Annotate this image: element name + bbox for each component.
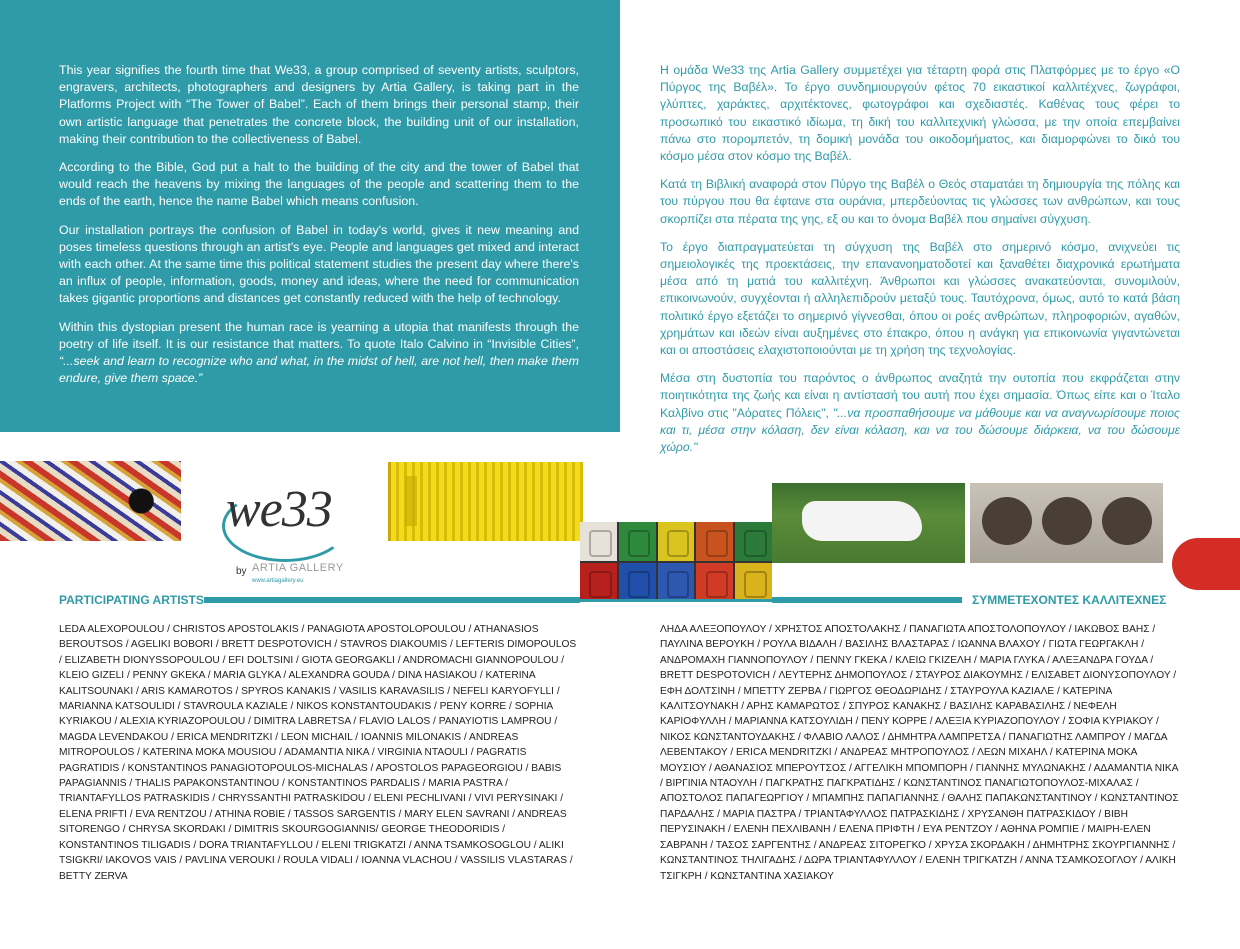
gr-last-paragraph: Μέσα στη δυστοπία του παρόντος ο άνθρωπος αναζητά την ουτοπία που εκφράζεται στην ποιητικότητα της ζωής και είναι η αντίστασή του αυτή που έχει σημασία. Όπως είπε και ο Ίταλο Καλβίνο στις "Αόρατες Πόλεις",	[660, 371, 1180, 420]
en-paragraph-1: This year signifies the fourth time that We33, a group comprised of seventy artists, sculptors, engravers, architects, photographers and designers by Artia Gallery, is taking part in the Platforms Project with “The Tower of Babel”. Each of them brings their personal stamp, their own artistic language that penetrates the concrete block, the building unit of our installation, making their contribution to the collectiveness of Babel.	[59, 63, 579, 146]
concrete-tile	[580, 522, 617, 561]
concrete-tile	[696, 563, 733, 602]
divider-bar-middle	[580, 599, 772, 602]
english-text	[59, 62, 579, 398]
gr-paragraph-1: Η ομάδα We33 της Artia Gallery συμμετέχει για τέταρτη φορά στις Πλατφόρμες με το έργο «Ο Πύργος της Βαβέλ». Το έργο συνδημιουργούν φέτος 70 εικαστικοί καλλιτέχνες, ζωγράφοι, γλύπτες, χαράκτες, αρχιτέκτονες, φωτογράφοι και σχεδιαστές. Καθένας τους φέρει το προσωπικό του εικαστικό ιδίωμα, τη δική του καλλιτεχνική γλώσσα, με την οποία επεμβαίνει πάνω στο πορομπετόν, τη δομική μονάδα του οικοδομήματος, και διαμορφώνει το δικό του κόσμο μέσα στον κόσμο της Βαβέλ.	[660, 63, 1180, 164]
concrete-tile	[696, 522, 733, 561]
divider-bar-left	[204, 597, 580, 603]
we33-logo	[222, 478, 372, 588]
en-quote: “...seek and learn to recognize who and what, in the midst of hell, are not hell, then make them endure, give them space.”	[59, 354, 579, 386]
red-sculpture-image	[1172, 538, 1240, 590]
logo-url: www.artiagallery.eu	[252, 578, 304, 584]
logo-by: by	[236, 566, 247, 577]
white-sculpture-image	[772, 483, 965, 563]
en-paragraph-3: Our installation portrays the confusion of Babel in today's world, gives it new meaning and poses timeless questions through an artist's eye. People and languages get mixed and interact with each other. At the same time this political statement studies the present day where there's an influx of people, information, goods, money and ideas, where the need for communication takes gigantic proportions and distances get constantly reduced with the help of technology.	[59, 222, 579, 306]
figures-in-concrete-image	[970, 483, 1163, 563]
participating-artists-heading-greek: ΣΥΜΜΕΤΕΧΟΝΤΕΣ ΚΑΛΛΙΤΕΧΝΕΣ	[972, 593, 1167, 607]
participating-artists-heading: PARTICIPATING ARTISTS	[59, 593, 204, 607]
concrete-tile	[658, 563, 695, 602]
greek-text	[660, 62, 1180, 467]
gr-paragraph-2: Κατά τη Βιβλική αναφορά στον Πύργο της Βαβέλ ο Θεός σταματάει τη δημιουργία της πόλης και του πύργου που θα έφτανε στα ουράνια, μπερδεύοντας τις γλώσσες των ανθρώπων, και τους σκορπίζει στα πέρατα της γης, εξ ου και το όνομα Βαβέλ που σημαίνει σύγχυση.	[660, 177, 1180, 226]
artists-list-greek: ΛΗΔΑ ΑΛΕΞΟΠΟΥΛΟΥ / ΧΡΗΣΤΟΣ ΑΠΟΣΤΟΛΑΚΗΣ / ΠΑΝΑΓΙΩΤΑ ΑΠΟΣΤΟΛΟΠΟΥΛΟΥ / ΙΑΚΩΒΟΣ ΒΑΗΣ / ΠΑΥΛΙΝΑ ΒΕΡΟΥΚΗ / ΡΟΥΛΑ ΒΙΔΑΛΗ / ΒΑΣΙΛΗΣ ΒΛΑΣΤΑΡΑΣ / ΙΩΑΝΝΑ ΒΛΑΧΟΥ / ΓΙΩΤΑ ΓΕΩΡΓΑΚΛΗ / ΑΝΔΡΟΜΑΧΗ ΓΙΑΝΝΟΠΟΥΛΟΥ / ΠΕΝΝΥ ΓΚΕΚΑ / ΚΛΕΙΩ ΓΚΙΖΕΛΗ / ΜΑΡΙΑ ΓΛΥΚΑ / ΑΛΕΞΑΝΔΡΑ ΓΟΥΔΑ / BRETT DESPOTOVICH / ΛΕΥΤΕΡΗΣ ΔΗΜΟΠΟΥΛΟΣ / ΣΤΑΥΡΟΣ ΔΙΑΚΟΥΜΗΣ / ΕΛΙΣΑΒΕΤ ΔΙΟΝΥΣΟΠΟΥΛΟΥ / ΕΦΗ ΔΟΛΤΣΙΝΗ / ΜΠΕΤΤΥ ΖΕΡΒΑ / ΓΙΩΡΓΟΣ ΘΕΟΔΩΡΙΔΗΣ / ΣΤΑΥΡΟΥΛΑ ΚΑΖΙΑΛΕ / ΚΑΤΕΡΙΝΑ ΚΑΛΙΤΣΟΥΝΑΚΗ / ΑΡΗΣ ΚΑΜΑΡΩΤΟΣ / ΣΠΥΡΟΣ ΚΑΝΑΚΗΣ / ΒΑΣΙΛΗΣ ΚΑΡΑΒΑΣΙΛΗΣ / ΝΕΦΕΛΗ ΚΑΡΙΟΦΥΛΛΗ / ΜΑΡΙΑΝΝΑ ΚΑΤΣΟΥΛΙΔΗ / ΠΕΝΥ ΚΟΡΡΕ / ΑΛΕΞΙΑ ΚΥΡΙΑΖΟΠΟΥΛΟΥ / ΣΟΦΙΑ ΚΥΡΙΑΚΟΥ / ΝΙΚΟΣ ΚΩΝΣΤΑΝΤΟΥΔΑΚΗΣ / ΦΛΑΒΙΟ ΛΑΛΟΣ / ΔΗΜΗΤΡΑ ΛΑΜΠΡΕΤΣΑ / ΠΑΝΑΓΙΩΤΗΣ ΛΑΜΠΡΟΥ / ΜΑΓΔΑ ΛΕΒΕΝΤΑΚΟΥ / ERICA MENDRITZKI / ΑΝΔΡΕΑΣ ΜΗΤΡΟΠΟΥΛΟΣ / ΛΕΩΝ ΜΙΧΑΗΛ / ΚΑΤΕΡΙΝΑ ΜΟΚΑ ΜΟΥΣΙΟΥ / ΑΘΑΝΑΣΙΟΣ ΜΠΕΡΟΥΤΣΟΣ / ΑΓΓΕΛΙΚΗ ΜΠΟΜΠΟΡΗ / ΓΙΑΝΝΗΣ ΜΥΛΩΝΑΚΗΣ / ΑΔΑΜΑΝΤΙΑ ΝΙΚΑ / ΒΙΡΓΙΝΙΑ ΝΤΑΟΥΛΗ / ΠΑΓΚΡΑΤΗΣ ΠΑΓΚΡΑΤΙΔΗΣ / ΚΩΝΣΤΑΝΤΙΝΟΣ ΠΑΝΑΓΙΩΤΟΠΟΥΛΟΣ-ΜΙΧΑΛΑΣ / ΑΠΟΣΤΟΛΟΣ ΠΑΠΑΓΕΩΡΓΙΟΥ / ΜΠΑΜΠΗΣ ΠΑΠΑΓΙΑΝΝΗΣ / ΘΑΛΗΣ ΠΑΠΑΚΩΝΣΤΑΝΤΙΝΟΥ / ΚΩΝΣΤΑΝΤΙΝΟΣ ΠΑΡΔΑΛΗΣ / ΜΑΡΙΑ ΠΑΣΤΡΑ / ΤΡΙΑΝΤΑΦΥΛΛΟΣ ΠΑΤΡΑΣΚΙΔΗΣ / ΧΡΥΣΑΝΘΗ ΠΑΤΡΑΣΚΙΔΟΥ / ΒΙΒΗ ΠΕΡΥΣΙΝΑΚΗ / ΕΛΕΝΗ ΠΕΧΛΙΒΑΝΗ / ΕΛΕΝΑ ΠΡΙΦΤΗ / ΕΥΑ ΡΕΝΤΖΟΥ / ΑΘΗΝΑ ΡΟΜΠΙΕ / ΜΑΙΡΗ-ΕΛΕΝ ΣΑΒΡΑΝΗ / ΤΑΣΟΣ ΣΑΡΓΕΝΤΗΣ / ΑΝΔΡΕΑΣ ΣΙΤΟΡΕΓΚΟ / ΧΡΥΣΑ ΣΚΟΡΔΑΚΗ / ΔΗΜΗΤΡΗΣ ΣΚΟΥΡΓΙΑΝΝΗΣ / ΚΩΝΣΤΑΝΤΙΝΟΣ ΤΗΛΙΓΑΔΗΣ / ΔΩΡΑ ΤΡΙΑΝΤΑΦΥΛΛΟΥ / ΕΛΕΝΗ ΤΡΙΓΚΑΤΖΗ / ΑΝΝΑ ΤΣΑΜΚΟΣΟΓΛΟΥ / ΑΛΙΚΗ ΤΣΙΓΚΡΗ / ΚΩΝΣΤΑΝΤΙΝΑ ΧΑΣΙΑΚΟΥ	[660, 624, 1179, 882]
en-paragraph-2: According to the Bible, God put a halt to the building of the city and the tower of Babel that would reach the heavens by mixing the languages of the people and scattering them to the ends of the earth, hence the name Babel which means confusion.	[59, 160, 579, 209]
concrete-tile	[580, 563, 617, 602]
en-paragraph-4	[59, 319, 579, 388]
divider-bar-right	[772, 597, 962, 603]
concrete-tile	[735, 522, 772, 561]
gr-paragraph-4	[660, 370, 1180, 456]
artists-list-english: LEDA ALEXOPOULOU / CHRISTOS APOSTOLAKIS / PANAGIOTA APOSTOLOPOULOU / ATHANASIOS BEROUTSOS / AGELIKI BOBORI / BRETT DESPOTOVICH / STAVROS DIAKOUMIS / LEFTERIS DIMOPOULOS / ELIZABETH DIONYSSOPOULOU / EFI DOLTSINI / GIOTA GEORGAKLI / ANDROMACHI GIANNOPOULOU / KLEIO GIZELI / PENNY GKEKA / MARIA GLYKA / ALEXANDRA GOUDA / DINA HASIAKOU / KATERINA KALITSOUNAKI / ARIS KAMAROTOS / SPYROS KANAKIS / VASILIS KARAVASILIS / NEFELI KARYOFYLLI / MARIANNA KATSOULIDI / STAVROULA KAZIALE / NIKOS KONSTANTOUDAKIS / PENY KORRE / SOPHIA KYRIAKOU / ALEXIA KYRIAZOPOULOU / DIMITRA LABRETSA / FLAVIO LALOS / PANAYIOTIS LAMPROU / MAGDA LEVENDAKOU / ERICA MENDRITZKI / LEON MICHAIL / IOANNIS MILONAKIS / ANDREAS MITROPOULOS / KATERINA MOKA MOUSIOU / ADAMANTIA NIKA / VIRGINIA NTAOULI / PAGRATIS PAGRATIDIS / KONSTANTINOS PANAGIOTOPOULOS-MICHALAS / APOSTOLOS PAPAGEORGIOU / BABIS PAPAGIANNIS / THALIS PAPAKONSTANTINOU / KONSTANTINOS PARDALIS / MARIA PASTRA / TRIANTAFYLLOS PATRASKIDIS / CHRYSSANTHI PATRASKIDOU / ELENI PECHLIVANI / VIVI PERYSINAKI / ELENA PRIFTI / EVA RENTZOU / ATHINA ROBIE / TASSOS SARGENTIS / MARY ELEN SAVRANI / ANDREAS SITORENGO / CHRYSA SKORDAKI / DIMITRIS SKOURGOGIANNIS/ GEORGE THEODORIDIS / KONSTANTINOS TILIGADIS / DORA TRIANTAFYLLOU / ELENI TRIGKATZI / ANNA TSAMKOSOGLOU / ALIKI TSIGKRI/ IAKOVOS VAIS / PAVLINA VEROUKI / ROULA VIDALI / IOANNA VLACHOU / VASSILIS VLASTARAS / BETTY ZERVA	[59, 624, 577, 882]
yellow-container-image	[388, 462, 583, 541]
logo-name: we33	[226, 481, 332, 538]
gr-quote: "...να προσπαθήσουμε να μάθουμε και να αναγνωρίσουμε ποιος και τι, μέσα στην κόλαση, δεν είναι κόλαση, και να του δώσουμε διάρκεια, να του δώσουμε χώρο."	[660, 405, 1180, 455]
concrete-tile	[619, 563, 656, 602]
concrete-tile-grid-image	[580, 522, 772, 602]
gr-paragraph-3: Το έργο διαπραγματεύεται τη σύγχυση της Βαβέλ στο σημερινό κόσμο, ανιχνεύει τις σημειολογικές της προεκτάσεις, την επανανοηματοδοτεί και ξαναθέτει διαχρονικά ερωτήματα μέσα από τη ματιά του καλλιτέχνη. Άνθρωποι και γλώσσες ανακατεύονται, συνομιλούν, επικοινωνούν, συγχέονται ή αλληλεπιδρούν μεταξύ τους. Ταυτόχρονα, όμως, αυτό το κατά βάση πολιτικό έργο εξετάζει το σημερινό γίγνεσθαι, όπου οι ροές ανθρώπων, πληροφοριών, αγαθών, χρημάτων και ιδεών είναι αυξημένες στο έπακρο, όπου η ανάγκη για επικοινωνία γιγαντώνεται και οι αποστάσεις ελαχιστοποιούνται με τη χρήση της τεχνολογίας.	[660, 239, 1180, 358]
concrete-tile	[735, 563, 772, 602]
logo-gallery: ARTIA GALLERY	[252, 562, 344, 574]
concrete-tile	[619, 522, 656, 561]
concrete-tile	[658, 522, 695, 561]
abstract-painting-image	[0, 461, 181, 541]
en-last-paragraph: Within this dystopian present the human race is yearning a utopia that manifests through the poetry of life itself. It is our resistance that matters. To quote Italo Calvino in “Invisible Cities”,	[59, 319, 579, 351]
